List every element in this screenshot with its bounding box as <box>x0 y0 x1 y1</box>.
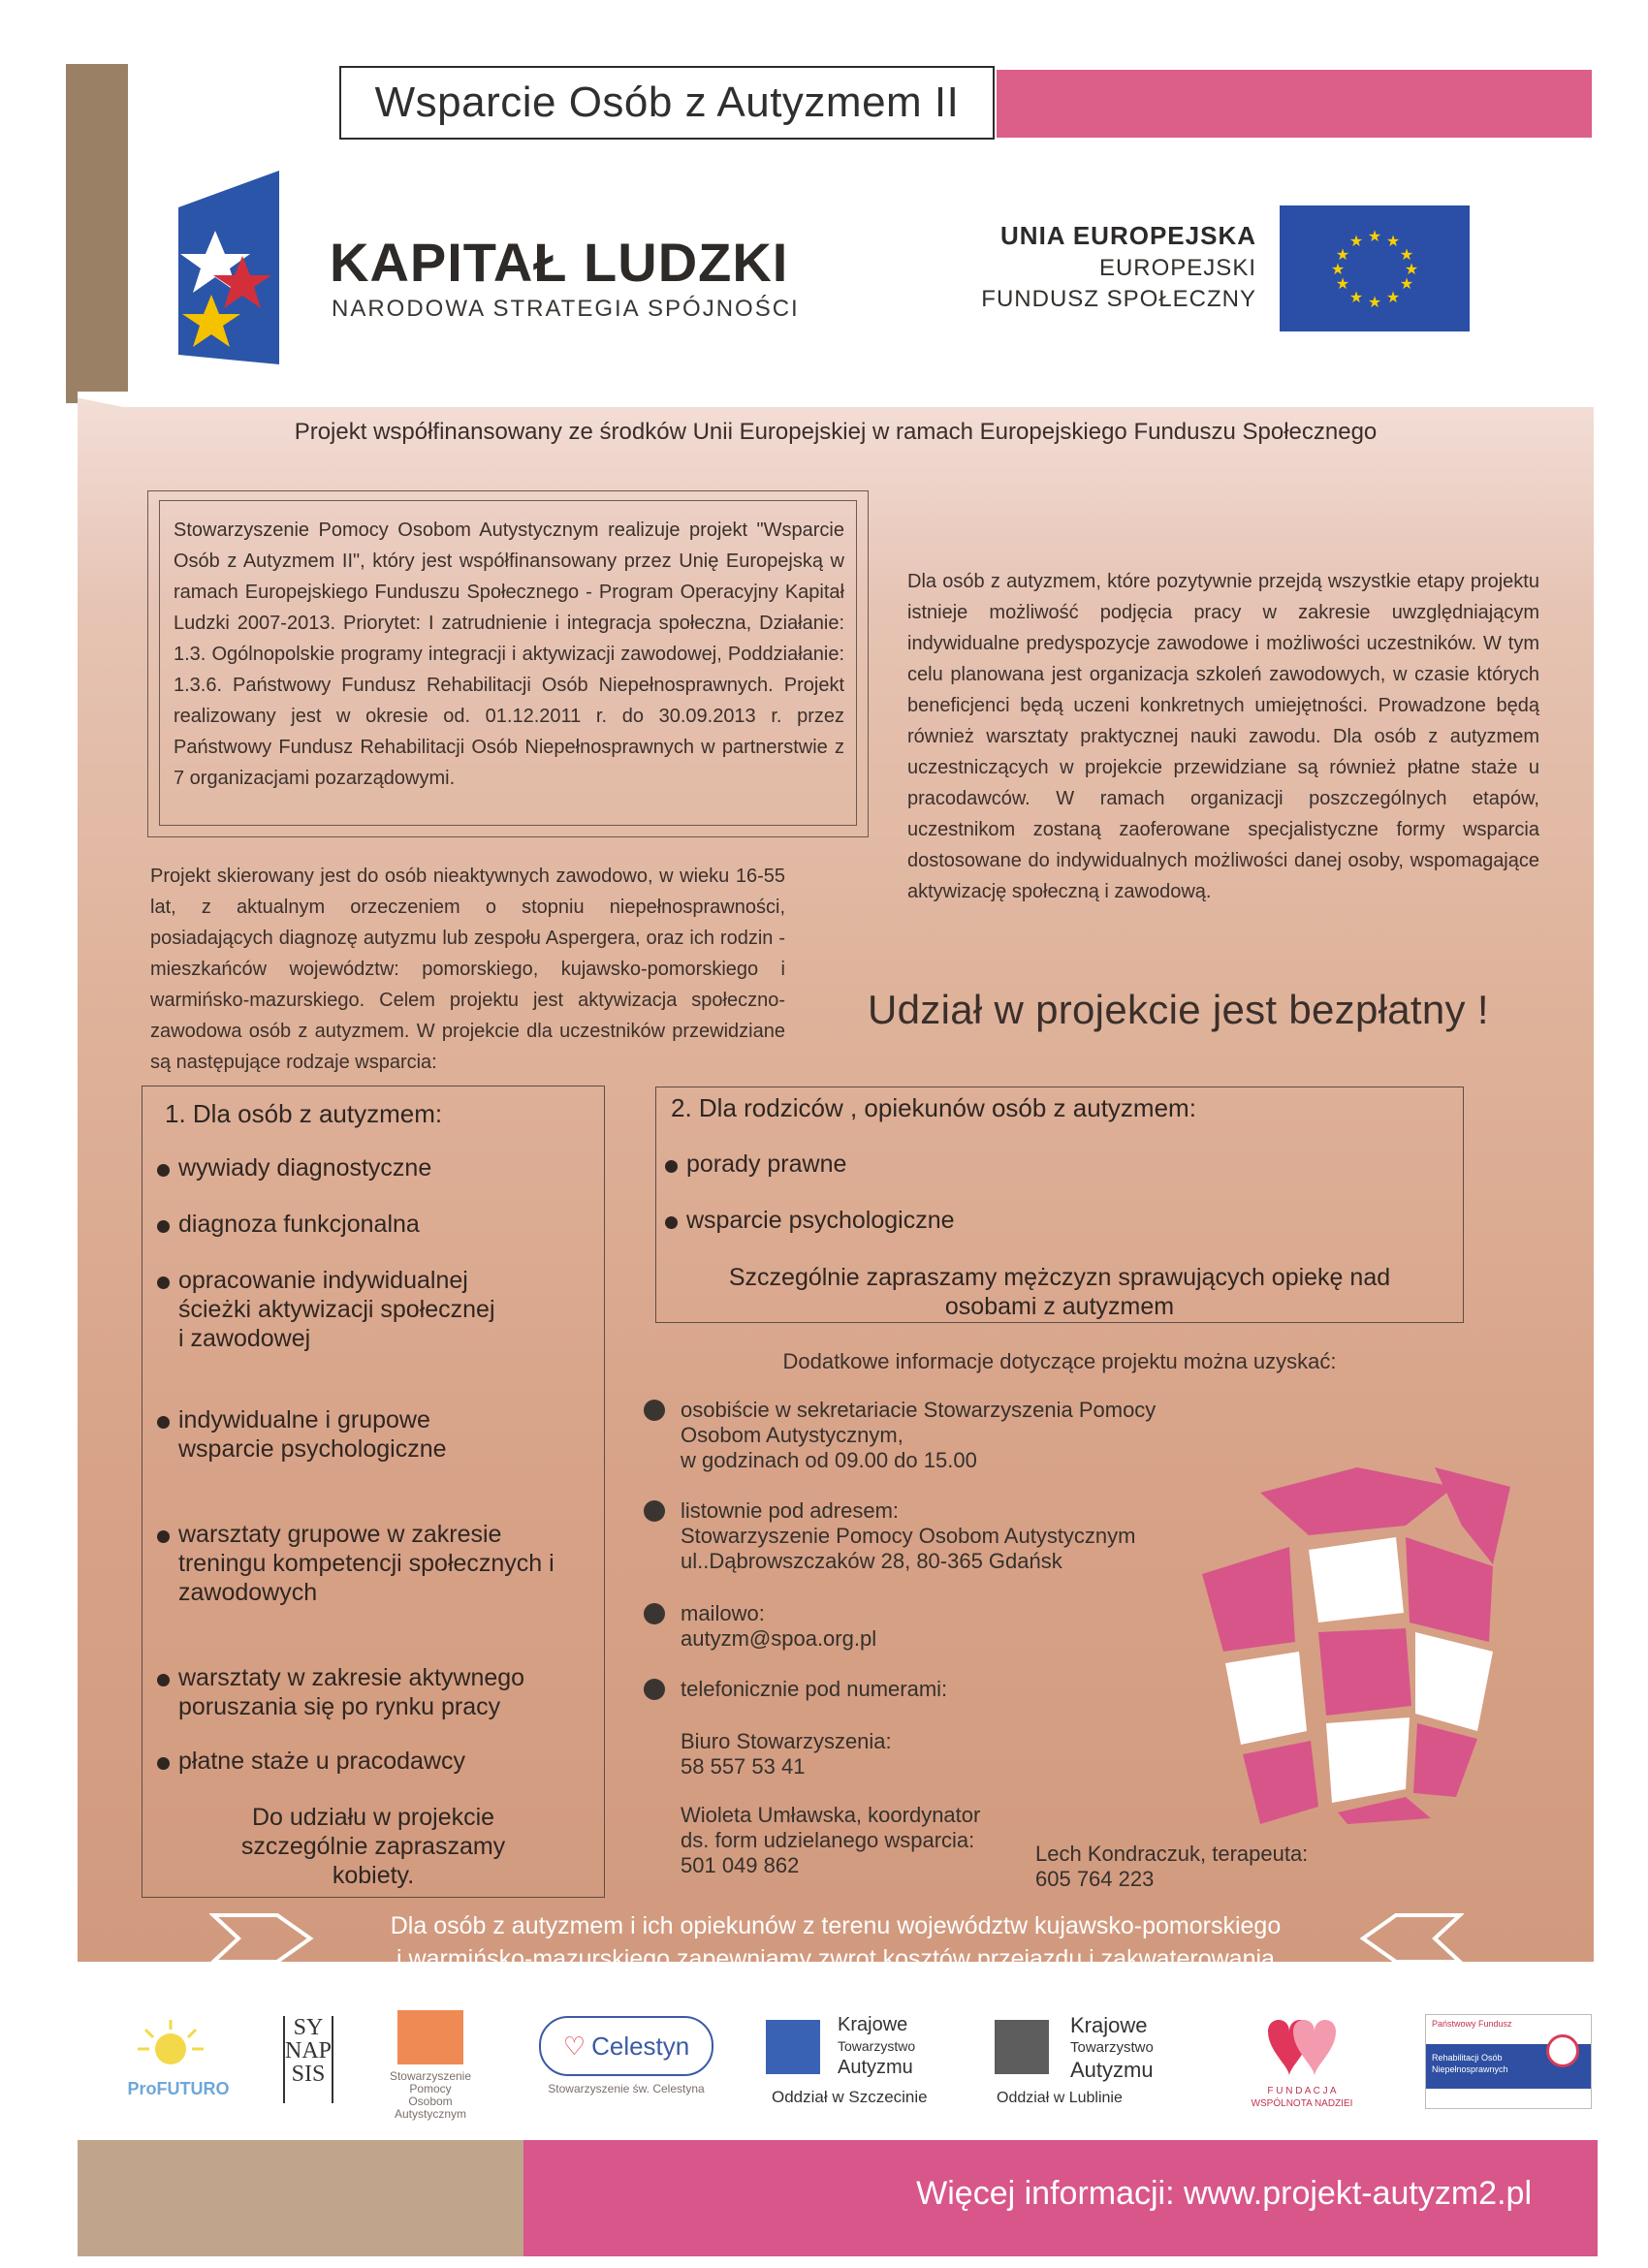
cofinancing-note: Projekt współfinansowany ze środków Unii Europejskiej w ramach Europejskiego Funduszu Społecznego <box>294 419 1378 445</box>
bullet-icon <box>157 1757 170 1770</box>
coordinator-phone: 501 049 862 <box>681 1853 800 1877</box>
parents-support-title: 2. Dla rodziców , opiekunów osób z autyzmem: <box>671 1093 1196 1122</box>
svg-text:★: ★ <box>1348 232 1364 250</box>
svg-text:★: ★ <box>1404 260 1419 278</box>
more-info-heading: Dodatkowe informacje dotyczące projektu można uzyskać: <box>782 1349 1337 1373</box>
bullet-icon <box>157 1416 170 1429</box>
synapsis-logo: SY NAP SIS <box>283 2016 333 2103</box>
svg-text:★: ★ <box>1348 288 1364 306</box>
footer-website-link[interactable]: Więcej informacji: www.projekt-autyzm2.pl <box>916 2175 1532 2212</box>
contact-phone: telefonicznie pod numerami: <box>644 1677 1322 1702</box>
target-group-text: Projekt skierowany jest do osób nieaktywnych zawodowo, w wieku 16-55 lat, z aktualnym orzeczeniem o stopniu niepełnosprawności, posiadających diagnozę autyzmu lub zespołu Aspergera, oraz ich rodzin - mieszkańców województw: pomorskiego, kujawsko-pomorskiego i warmińsko-mazurskiego. Celem projektu jest aktywizacja społeczno-zawodowa osób z autyzmem. W projekcie dla uczestników przewidziane są następujące rodzaje wsparcia: <box>150 866 785 1073</box>
bullet-icon <box>665 1160 678 1173</box>
svg-text:★: ★ <box>1385 288 1401 306</box>
contact-mail: listownie pod adresem: Stowarzyszenie Pomocy Osobom Autystycznym ul..Dąbrowszczaków 28, 80-365 Gdańsk <box>644 1498 1322 1574</box>
svg-text:★: ★ <box>1385 232 1401 250</box>
eu-label-2: EUROPEJSKI <box>1098 255 1256 281</box>
free-participation-heading: Udział w projekcie jest bezpłatny ! <box>868 987 1489 1032</box>
bullet-icon <box>644 1500 665 1522</box>
pfron-logo: Państwowy Fundusz Rehabilitacji Osób Niepełnosprawnych <box>1425 2014 1592 2109</box>
intro-text: Stowarzyszenie Pomocy Osobom Autystycznym realizuje projekt "Wsparcie Osób z Autyzmem II", który jest współfinansowany przez Unię Europejską w ramach Europejskiego Funduszu Społecznego - Program Operacyjny Kapitał Ludzki 2007-2013. Priorytet: I zatrudnienie i integracja społeczna, Działanie: 1.3. Ogólnopolskie programy integracji i aktywizacji zawodowej, Poddziałanie: 1.3.6. Państwowy Fundusz Rehabilitacji Osób Niepełnosprawnych. Projekt realizowany jest w okresie od. 01.12.2011 r. do 30.09.2013 r. przez Państwowy Fundusz Rehabilitacji Osób Niepełnosprawnych w partnerstwie z 7 organizacjami pozarządowymi. <box>174 520 844 789</box>
bullet-icon <box>157 1674 170 1686</box>
kapital-ludzki-logo <box>178 171 279 364</box>
autism-support-box <box>142 1086 605 1898</box>
svg-text:★: ★ <box>1335 245 1350 264</box>
autism-support-title: 1. Dla osób z autyzmem: <box>165 1099 443 1128</box>
office-phone: 58 557 53 41 <box>681 1754 806 1779</box>
contact-in-person: osobiście w sekretariacie Stowarzyszenia Pomocy Osobom Autystycznym, w godzinach od 09.00 do 15.00 <box>644 1398 1322 1473</box>
contact-email: mailowo: autyzm@spoa.org.pl <box>644 1601 1322 1652</box>
poster-title: Wsparcie Osób z Autyzmem II <box>339 66 995 140</box>
list-item: opracowanie indywidualnej ścieżki aktywizacji społecznej i zawodowej <box>157 1266 593 1353</box>
kapital-ludzki-subtitle: NARODOWA STRATEGIA SPÓJNOŚCI <box>332 296 800 322</box>
intro-box <box>159 500 857 826</box>
eu-label-1: UNIA EUROPEJSKA <box>1000 221 1256 250</box>
bullet-icon <box>644 1679 665 1700</box>
employment-text: Dla osób z autyzmem, które pozytywnie przejdą wszystkie etapy projektu istnieje możliwość podjęcia pracy w zakresie uwzględniającym indywidualne predyspozycje zawodowe i możliwości uczestników. W tym celu planowana jest organizacja szkoleń zawodowych, w czasie których beneficjenci będą uczeni konkretnych umiejętności. Prowadzone będą również warsztaty praktycznej nauki zawodu. Dla osób z autyzmem uczestniczących w projekcie przewidziane są również płatne staże u pracodawców. W ramach organizacji poszczególnych etapów, uczestnikom zostaną zaoferowane specjalistyczne formy wsparcia dostosowane do indywidualnych możliwości danej osoby, wspomagające aktywizację społeczną i zawodową. <box>907 571 1539 902</box>
svg-text:★: ★ <box>1399 274 1414 293</box>
bullet-icon <box>157 1276 170 1289</box>
bullet-icon <box>157 1220 170 1233</box>
svg-text:★: ★ <box>1330 260 1346 278</box>
left-tan-band <box>66 64 128 403</box>
kta-lublin-logo: Krajowe Towarzystwo Autyzmu Oddział w Lublinie <box>997 2013 1154 2106</box>
top-pink-bar <box>997 70 1592 138</box>
svg-text:★: ★ <box>1367 293 1382 311</box>
office-phone-block: Biuro Stowarzyszenia: 58 557 53 41 <box>681 1729 892 1779</box>
eu-label-3: FUNDUSZ SPOŁECZNY <box>981 286 1256 312</box>
bullet-icon <box>665 1216 678 1229</box>
profuturo-logo: ProFUTURO <box>111 2016 246 2103</box>
coordinator-block: Wioleta Umławska, koordynator ds. form udzielanego wsparcia: 501 049 862 <box>681 1803 981 1877</box>
spoa-logo: Stowarzyszenie Pomocy Osobom Autystycznym <box>372 2010 489 2107</box>
list-item: wsparcie psychologiczne <box>665 1206 1101 1235</box>
svg-text:★: ★ <box>1367 227 1382 245</box>
kapital-ludzki-title: KAPITAŁ LUDZKI <box>330 232 789 293</box>
list-item: indywidualne i grupowe wsparcie psychologiczne <box>157 1405 593 1464</box>
list-item: płatne staże u pracodawcy <box>157 1747 593 1776</box>
list-item: warsztaty grupowe w zakresie treningu kompetencji społecznych i zawodowych <box>157 1520 593 1607</box>
list-item: diagnoza funkcjonalna <box>157 1210 593 1239</box>
svg-text:★: ★ <box>1399 245 1414 264</box>
footer-tan-block <box>78 2140 523 2256</box>
panel-top-edge <box>78 392 1594 407</box>
bullet-icon <box>157 1530 170 1543</box>
list-item: warsztaty w zakresie aktywnego poruszania się po rynku pracy <box>157 1663 593 1721</box>
bullet-icon <box>644 1603 665 1624</box>
therapist-phone: 605 764 223 <box>1035 1867 1155 1891</box>
bullet-icon <box>157 1164 170 1177</box>
list-item: porady prawne <box>665 1150 1101 1179</box>
email-link[interactable]: autyzm@spoa.org.pl <box>681 1626 877 1651</box>
eu-flag-icon <box>1280 205 1470 331</box>
men-invitation: Szczególnie zapraszamy mężczyzn sprawujących opiekę nad osobami z autyzmem <box>728 1264 1391 1320</box>
wspolnota-nadziei-logo: F U N D A C J A WSPÓLNOTA NADZIEI <box>1239 2012 1365 2119</box>
women-invitation: Do udziału w projekcie szczególnie zapraszamy kobiety. <box>240 1804 506 1889</box>
therapist-block: Lech Kondraczuk, terapeuta: 605 764 223 <box>1035 1842 1309 1891</box>
celestyn-logo: ♡ Celestyn Stowarzyszenie św. Celestyna <box>539 2016 713 2103</box>
travel-refund-banner: Dla osób z autyzmem i ich opiekunów z terenu województw kujawsko-pomorskiego i warmińsko-mazurskiego zapewniamy zwrot kosztów przejazdu i zakwaterowania <box>390 1912 1282 1972</box>
bullet-icon <box>644 1400 665 1421</box>
svg-text:★: ★ <box>1335 274 1350 293</box>
kta-szczecin-logo: Krajowe Towarzystwo Autyzmu Oddział w Szczecinie <box>766 2014 950 2111</box>
list-item: wywiady diagnostyczne <box>157 1153 593 1182</box>
